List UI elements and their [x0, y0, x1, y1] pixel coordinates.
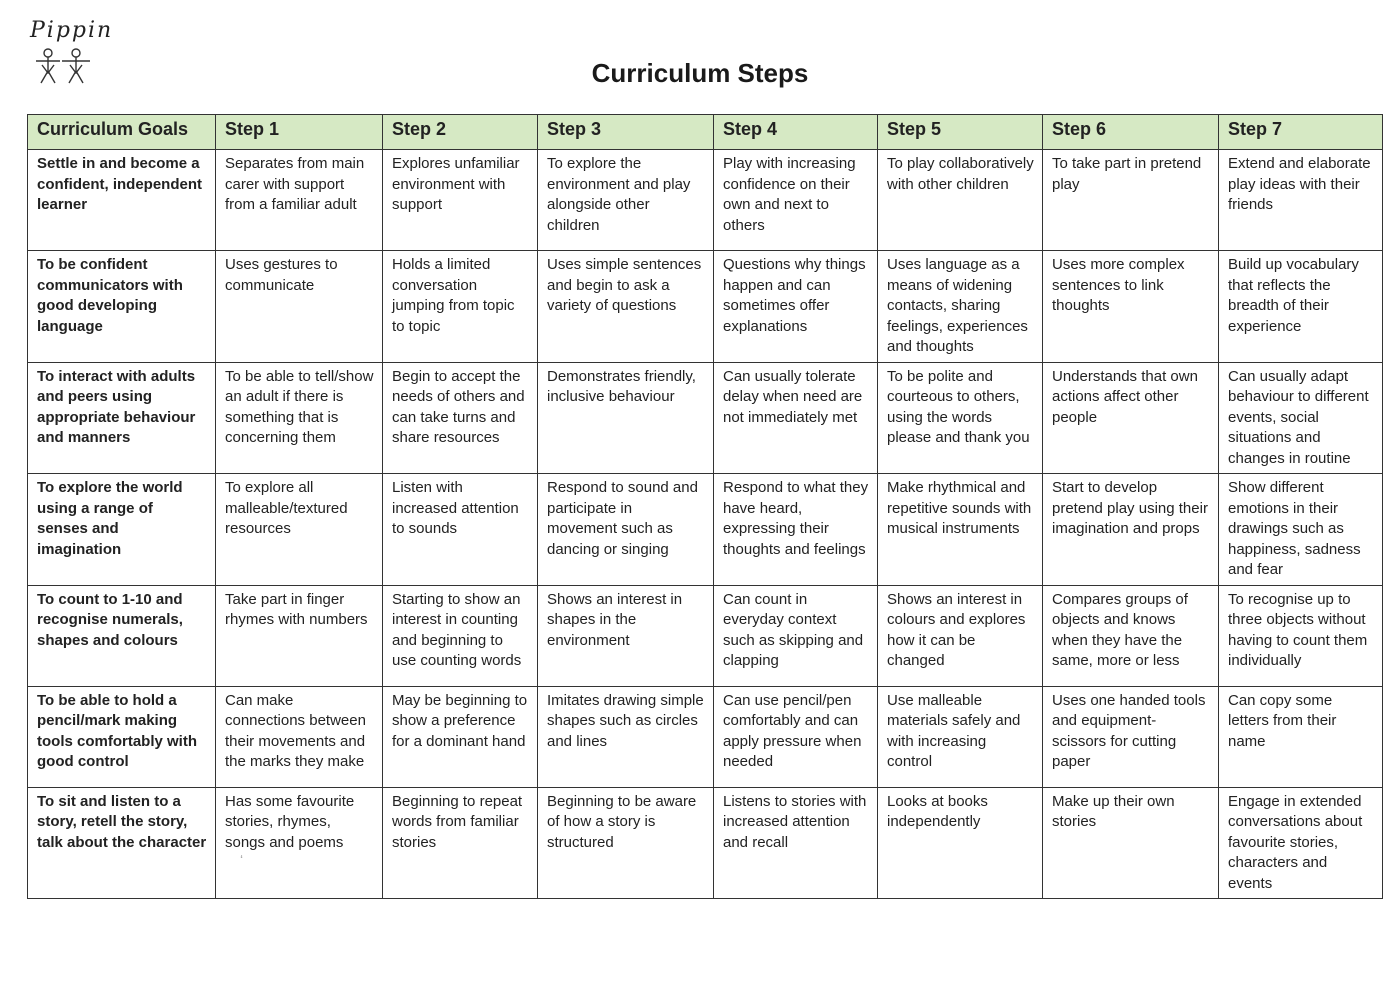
header-row [28, 115, 1383, 150]
step-cell: Respond to sound and participate in movement such as dancing or singing [538, 474, 714, 586]
header-step-7: Step 7 [1219, 115, 1383, 150]
step-cell: To explore all malleable/textured resources [216, 474, 383, 586]
header-step-2: Step 2 [383, 115, 538, 150]
step-cell: To be polite and courteous to others, using the words please and thank you [878, 362, 1043, 474]
step-cell: Demonstrates friendly, inclusive behaviour [538, 362, 714, 474]
step-cell: Beginning to repeat words from familiar stories [383, 787, 538, 899]
step-cell: Beginning to be aware of how a story is structured [538, 787, 714, 899]
step-cell: To take part in pretend play [1043, 150, 1219, 251]
step-cell: Uses gestures to communicate [216, 251, 383, 363]
step-cell: To be able to tell/show an adult if there is something that is concerning them [216, 362, 383, 474]
step-cell: Make up their own stories [1043, 787, 1219, 899]
step-cell: Engage in extended conversations about favourite stories, characters and events [1219, 787, 1383, 899]
step-cell: Begin to accept the needs of others and can take turns and share resources [383, 362, 538, 474]
goal-cell: To interact with adults and peers using appropriate behaviour and manners [28, 362, 216, 474]
step-cell: Explores unfamiliar environment with support [383, 150, 538, 251]
step-cell: Uses one handed tools and equipment- scissors for cutting paper [1043, 686, 1219, 787]
header-step-4: Step 4 [714, 115, 878, 150]
table-row [28, 251, 1383, 363]
step-cell: Listens to stories with increased attention and recall [714, 787, 878, 899]
step-cell: Uses more complex sentences to link thoughts [1043, 251, 1219, 363]
step-cell: Build up vocabulary that reflects the breadth of their experience [1219, 251, 1383, 363]
table-row [28, 150, 1383, 251]
step-cell: Uses simple sentences and begin to ask a variety of questions [538, 251, 714, 363]
step-cell: Holds a limited conversation jumping from topic to topic [383, 251, 538, 363]
step-cell: Can make connections between their movements and the marks they make [216, 686, 383, 787]
step-cell: Can count in everyday context such as skipping and clapping [714, 585, 878, 686]
step-cell: Has some favourite stories, rhymes, songs and poems [216, 787, 383, 899]
step-cell: Starting to show an interest in counting and beginning to use counting words [383, 585, 538, 686]
header-step-1: Step 1 [216, 115, 383, 150]
step-cell: Compares groups of objects and knows when they have the same, more or less [1043, 585, 1219, 686]
table-row [28, 686, 1383, 787]
step-cell: Understands that own actions affect other people [1043, 362, 1219, 474]
goal-cell: To be confident communicators with good developing language [28, 251, 216, 363]
step-cell: To recognise up to three objects without having to count them individually [1219, 585, 1383, 686]
goal-cell: Settle in and become a confident, independent learner [28, 150, 216, 251]
table-row [28, 362, 1383, 474]
header-step-6: Step 6 [1043, 115, 1219, 150]
step-cell: Respond to what they have heard, expressing their thoughts and feelings [714, 474, 878, 586]
step-cell: Separates from main carer with support from a familiar adult [216, 150, 383, 251]
curriculum-table [27, 114, 1383, 899]
step-cell: May be beginning to show a preference for a dominant hand [383, 686, 538, 787]
header-curriculum-goals: Curriculum Goals [28, 115, 216, 150]
step-cell: Make rhythmical and repetitive sounds with musical instruments [878, 474, 1043, 586]
table-row [28, 585, 1383, 686]
step-cell: Use malleable materials safely and with increasing control [878, 686, 1043, 787]
step-cell: Can usually adapt behaviour to different events, social situations and changes in routine [1219, 362, 1383, 474]
table-row [28, 787, 1383, 899]
goal-cell: To sit and listen to a story, retell the story, talk about the character [28, 787, 216, 899]
header-step-3: Step 3 [538, 115, 714, 150]
step-cell: To explore the environment and play alongside other children [538, 150, 714, 251]
logo-text: Pippin [30, 18, 114, 43]
goal-cell: To be able to hold a pencil/mark making tools comfortably with good control [28, 686, 216, 787]
step-cell: Uses language as a means of widening contacts, sharing feelings, experiences and thoughts [878, 251, 1043, 363]
step-cell: Extend and elaborate play ideas with their friends [1219, 150, 1383, 251]
table-row [28, 474, 1383, 586]
step-cell: Imitates drawing simple shapes such as circles and lines [538, 686, 714, 787]
step-cell: Play with increasing confidence on their own and next to others [714, 150, 878, 251]
step-cell: Looks at books independently [878, 787, 1043, 899]
goal-cell: To count to 1-10 and recognise numerals, shapes and colours [28, 585, 216, 686]
header-step-5: Step 5 [878, 115, 1043, 150]
step-cell: Show different emotions in their drawings such as happiness, sadness and fear [1219, 474, 1383, 586]
goal-cell: To explore the world using a range of senses and imagination [28, 474, 216, 586]
step-cell: Questions why things happen and can sometimes offer explanations [714, 251, 878, 363]
step-cell: Listen with increased attention to sounds [383, 474, 538, 586]
step-cell: Take part in finger rhymes with numbers [216, 585, 383, 686]
step-cell: Shows an interest in colours and explores how it can be changed [878, 585, 1043, 686]
page-title: Curriculum Steps [591, 58, 809, 88]
scan-mark: ʻ [240, 852, 244, 868]
step-cell: Start to develop pretend play using their imagination and props [1043, 474, 1219, 586]
step-cell: Shows an interest in shapes in the environment [538, 585, 714, 686]
step-cell: To play collaboratively with other children [878, 150, 1043, 251]
step-cell: Can use pencil/pen comfortably and can apply pressure when needed [714, 686, 878, 787]
step-cell: Can usually tolerate delay when need are not immediately met [714, 362, 878, 474]
step-cell: Can copy some letters from their name [1219, 686, 1383, 787]
